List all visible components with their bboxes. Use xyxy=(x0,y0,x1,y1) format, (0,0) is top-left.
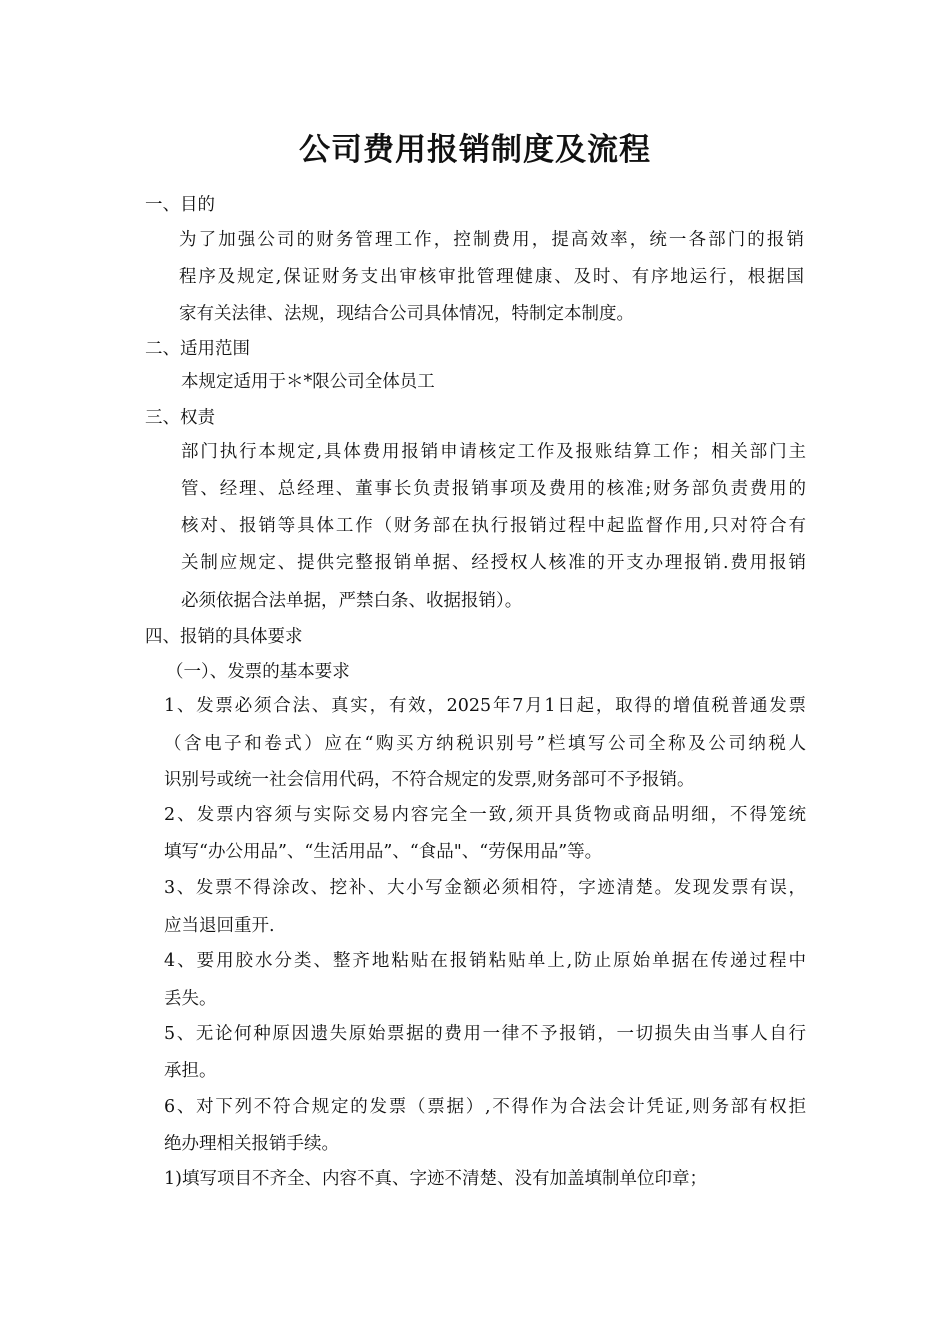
paragraph-line: 绝办理相关报销手续。 xyxy=(164,1134,339,1154)
paragraph-line: 3、发票不得涂改、挖补、大小写金额必须相符，字迹清楚。发现发票有误， xyxy=(164,878,806,898)
paragraph-line: 承担。 xyxy=(164,1061,217,1081)
paragraph-line: 部门执行本规定,具体费用报销申请核定工作及报账结算工作；相关部门主 xyxy=(181,442,806,462)
paragraph-line: 4、要用胶水分类、整齐地粘贴在报销粘贴单上,防止原始单据在传递过程中 xyxy=(164,951,806,971)
paragraph-line: 家有关法律、法规，现结合公司具体情况，特制定本制度。 xyxy=(179,304,634,324)
paragraph-line: 核对、报销等具体工作（财务部在执行报销过程中起监督作用,只对符合有 xyxy=(181,516,806,536)
section-heading: 二、适用范围 xyxy=(145,339,250,359)
paragraph-line: 5、无论何种原因遗失原始票据的费用一律不予报销，一切损失由当事人自行 xyxy=(164,1024,806,1044)
paragraph-line: 6、对下列不符合规定的发票（票据）,不得作为合法会计凭证,则务部有权拒 xyxy=(164,1097,806,1117)
document-title: 公司费用报销制度及流程 xyxy=(299,132,651,168)
paragraph-line: 识别号或统一社会信用代码，不符合规定的发票,财务部可不予报销。 xyxy=(164,770,695,790)
paragraph-line: 1)填写项目不齐全、内容不真、字迹不清楚、没有加盖填制单位印章； xyxy=(164,1169,707,1189)
section-heading: 一、目的 xyxy=(145,195,215,215)
paragraph-line: 2、发票内容须与实际交易内容完全一致,须开具货物或商品明细，不得笼统 xyxy=(164,805,806,825)
paragraph-line: 丢失。 xyxy=(164,989,217,1009)
paragraph-line: 填写“办公用品”、“生活用品”、“食品"、“劳保用品”等。 xyxy=(164,842,603,862)
paragraph-line: 本规定适用于＊*限公司全体员工 xyxy=(181,372,435,392)
paragraph-line: 必须依据合法单据，严禁白条、收据报销）。 xyxy=(181,591,523,611)
paragraph-line: 程序及规定,保证财务支出审核审批管理健康、及时、有序地运行，根据国 xyxy=(179,267,804,287)
paragraph-line: （含电子和卷式）应在“购买方纳税识别号”栏填写公司全称及公司纳税人 xyxy=(164,734,806,754)
paragraph-line: 1、发票必须合法、真实，有效，2025年7月1日起，取得的增值税普通发票 xyxy=(164,696,806,716)
section-heading: 三、权责 xyxy=(145,408,215,428)
section-heading: 四、报销的具体要求 xyxy=(145,627,303,647)
paragraph-line: 为了加强公司的财务管理工作，控制费用，提高效率，统一各部门的报销 xyxy=(179,230,804,250)
paragraph-line: 管、经理、总经理、董事长负责报销事项及费用的核准;财务部负责费用的 xyxy=(181,479,806,499)
paragraph-line: 应当退回重开. xyxy=(164,916,275,936)
subsection-heading: （一）、发票的基本要求 xyxy=(166,662,350,682)
paragraph-line: 关制应规定、提供完整报销单据、经授权人核准的开支办理报销.费用报销 xyxy=(181,553,806,573)
